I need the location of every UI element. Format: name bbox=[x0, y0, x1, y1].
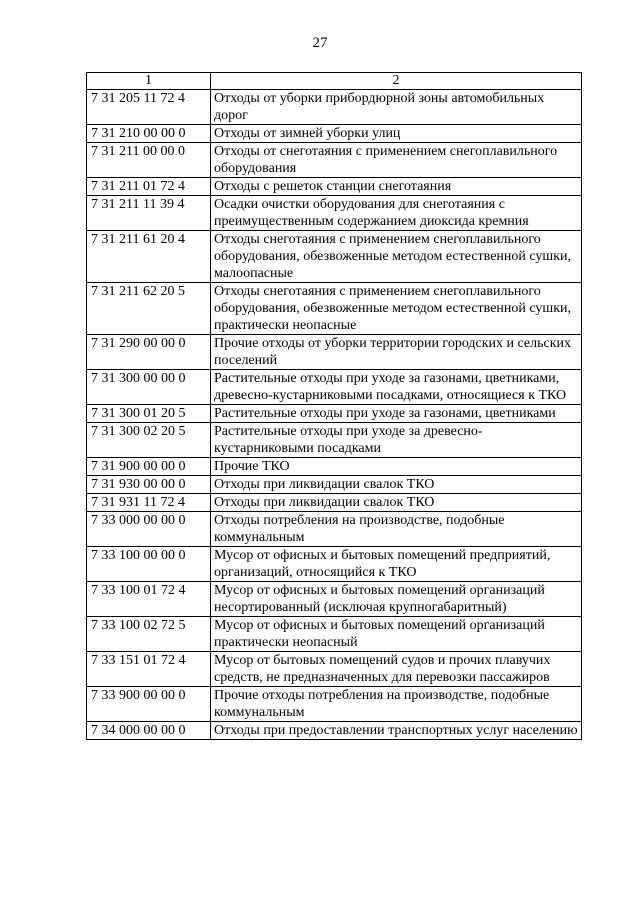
table-row bbox=[87, 178, 582, 196]
waste-name-cell: Осадки очистки оборудования для снеготаяния с преимущественным содержанием диоксида кремния bbox=[211, 196, 582, 231]
waste-name-cell: Отходы потребления на производстве, подобные коммунальным bbox=[211, 512, 582, 547]
table-body bbox=[87, 90, 582, 740]
table-header-row bbox=[87, 73, 582, 90]
table-row bbox=[87, 476, 582, 494]
column-header-code: 1 bbox=[87, 73, 211, 90]
column-header-name: 2 bbox=[211, 73, 582, 90]
waste-name-cell: Растительные отходы при уходе за газонами, цветниками, древесно-кустарниковыми посадками, относящиеся к ТКО bbox=[211, 370, 582, 405]
waste-code-cell: 7 31 290 00 00 0 bbox=[87, 335, 211, 370]
waste-code-cell: 7 31 211 01 72 4 bbox=[87, 178, 211, 196]
waste-code-cell: 7 31 210 00 00 0 bbox=[87, 125, 211, 143]
waste-name-cell: Прочие ТКО bbox=[211, 458, 582, 476]
table-row bbox=[87, 143, 582, 178]
waste-code-cell: 7 33 900 00 00 0 bbox=[87, 687, 211, 722]
waste-name-cell: Растительные отходы при уходе за древесно-кустарниковыми посадками bbox=[211, 423, 582, 458]
waste-name-cell: Мусор от офисных и бытовых помещений организаций практически неопасный bbox=[211, 617, 582, 652]
waste-code-cell: 7 33 100 02 72 5 bbox=[87, 617, 211, 652]
waste-classification-table bbox=[86, 72, 582, 740]
waste-name-cell: Мусор от бытовых помещений судов и прочих плавучих средств, не предназначенных для перевозки пассажиров bbox=[211, 652, 582, 687]
waste-name-cell: Отходы снеготаяния с применением снегоплавильного оборудования, обезвоженные методом естественной сушки, малоопасные bbox=[211, 231, 582, 283]
table-row bbox=[87, 423, 582, 458]
waste-code-cell: 7 31 211 62 20 5 bbox=[87, 283, 211, 335]
waste-code-cell: 7 31 205 11 72 4 bbox=[87, 90, 211, 125]
waste-name-cell: Отходы от зимней уборки улиц bbox=[211, 125, 582, 143]
table-row bbox=[87, 90, 582, 125]
waste-code-cell: 7 31 211 61 20 4 bbox=[87, 231, 211, 283]
waste-code-cell: 7 31 931 11 72 4 bbox=[87, 494, 211, 512]
page-number: 27 bbox=[312, 35, 328, 51]
table-row bbox=[87, 196, 582, 231]
waste-code-cell: 7 33 151 01 72 4 bbox=[87, 652, 211, 687]
table-row bbox=[87, 335, 582, 370]
table-row bbox=[87, 652, 582, 687]
waste-code-cell: 7 31 211 00 00 0 bbox=[87, 143, 211, 178]
waste-name-cell: Отходы снеготаяния с применением снегоплавильного оборудования, обезвоженные методом естественной сушки, практически неопасные bbox=[211, 283, 582, 335]
waste-name-cell: Прочие отходы от уборки территории городских и сельских поселений bbox=[211, 335, 582, 370]
waste-name-cell: Прочие отходы потребления на производстве, подобные коммунальным bbox=[211, 687, 582, 722]
waste-name-cell: Отходы при предоставлении транспортных услуг населению bbox=[211, 722, 582, 740]
waste-code-cell: 7 31 300 02 20 5 bbox=[87, 423, 211, 458]
waste-code-cell: 7 33 100 00 00 0 bbox=[87, 547, 211, 582]
waste-code-cell: 7 31 211 11 39 4 bbox=[87, 196, 211, 231]
waste-code-cell: 7 31 930 00 00 0 bbox=[87, 476, 211, 494]
table-row bbox=[87, 582, 582, 617]
waste-name-cell: Отходы при ликвидации свалок ТКО bbox=[211, 476, 582, 494]
waste-code-cell: 7 31 300 01 20 5 bbox=[87, 405, 211, 423]
waste-name-cell: Отходы с решеток станции снеготаяния bbox=[211, 178, 582, 196]
table-row bbox=[87, 231, 582, 283]
waste-code-cell: 7 34 000 00 00 0 bbox=[87, 722, 211, 740]
waste-name-cell: Мусор от офисных и бытовых помещений организаций несортированный (исключая крупногабаритный) bbox=[211, 582, 582, 617]
table-row bbox=[87, 617, 582, 652]
table-row bbox=[87, 547, 582, 582]
waste-name-cell: Растительные отходы при уходе за газонами, цветниками bbox=[211, 405, 582, 423]
table-row bbox=[87, 687, 582, 722]
table-row bbox=[87, 512, 582, 547]
table-row bbox=[87, 722, 582, 740]
table-row bbox=[87, 458, 582, 476]
waste-code-cell: 7 33 000 00 00 0 bbox=[87, 512, 211, 547]
table-row bbox=[87, 370, 582, 405]
waste-code-cell: 7 31 900 00 00 0 bbox=[87, 458, 211, 476]
table-row bbox=[87, 283, 582, 335]
table-row bbox=[87, 125, 582, 143]
waste-name-cell: Отходы от уборки прибордюрной зоны автомобильных дорог bbox=[211, 90, 582, 125]
waste-code-cell: 7 31 300 00 00 0 bbox=[87, 370, 211, 405]
waste-code-cell: 7 33 100 01 72 4 bbox=[87, 582, 211, 617]
waste-name-cell: Мусор от офисных и бытовых помещений предприятий, организаций, относящийся к ТКО bbox=[211, 547, 582, 582]
waste-name-cell: Отходы от снеготаяния с применением снегоплавильного оборудования bbox=[211, 143, 582, 178]
table-row bbox=[87, 405, 582, 423]
waste-name-cell: Отходы при ликвидации свалок ТКО bbox=[211, 494, 582, 512]
table-row bbox=[87, 494, 582, 512]
